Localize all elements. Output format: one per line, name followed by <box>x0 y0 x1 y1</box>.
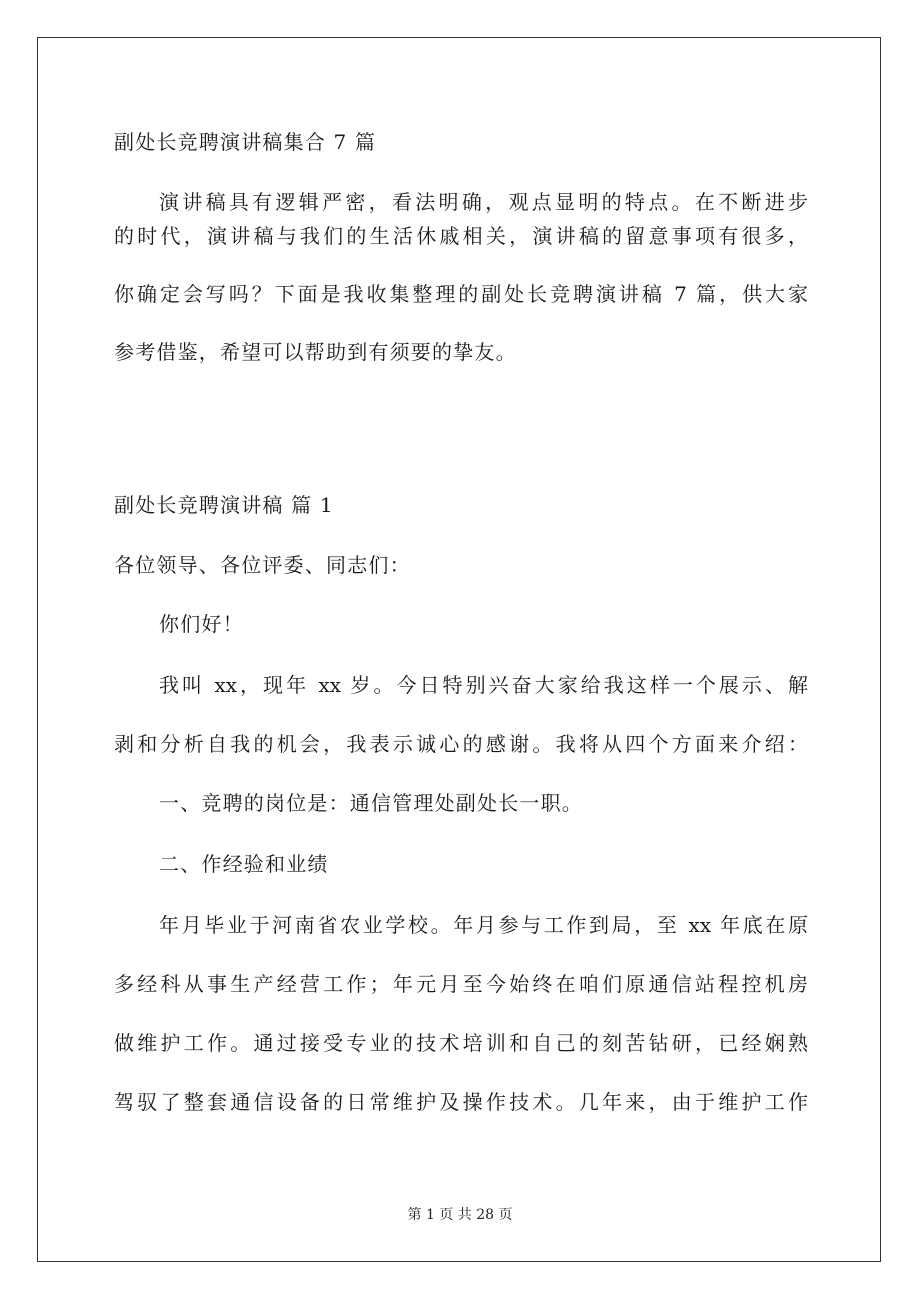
body-line: 我叫 xx，现年 xx 岁。今日特别兴奋大家给我这样一个展示、解 <box>159 673 808 697</box>
salutation: 各位领导、各位评委、同志们： <box>114 553 411 577</box>
section-heading: 副处长竞聘演讲稿 篇 1 <box>114 493 334 517</box>
greeting: 你们好！ <box>159 612 244 636</box>
intro-paragraph-line: 的时代，演讲稿与我们的生活休戚相关，演讲稿的留意事项有很多， <box>114 224 808 248</box>
body-line: 年月毕业于河南省农业学校。年月参与工作到局，至 xx 年底在原 <box>159 913 808 937</box>
page-border <box>37 37 881 1262</box>
body-line: 驾驭了整套通信设备的日常维护及操作技术。几年来，由于维护工作 <box>114 1090 808 1114</box>
page-indicator: 第 1 页 共 28 页 <box>407 1207 513 1223</box>
document-title: 副处长竞聘演讲稿集合 7 篇 <box>114 130 377 154</box>
intro-paragraph-line: 参考借鉴，希望可以帮助到有须要的挚友。 <box>114 340 517 364</box>
body-line: 二、作经验和业绩 <box>159 852 329 876</box>
intro-paragraph-line: 演讲稿具有逻辑严密，看法明确，观点显明的特点。在不断进步 <box>159 190 808 214</box>
intro-paragraph-line: 你确定会写吗？下面是我收集整理的副处长竞聘演讲稿 7 篇，供大家 <box>114 282 808 306</box>
body-line: 剥和分析自我的机会，我表示诚心的感谢。我将从四个方面来介绍： <box>114 732 808 756</box>
body-line: 做维护工作。通过接受专业的技术培训和自己的刻苦钻研，已经娴熟 <box>114 1031 808 1055</box>
body-line: 多经科从事生产经营工作；年元月至今始终在咱们原通信站程控机房 <box>114 972 808 996</box>
body-line: 一、竞聘的岗位是：通信管理处副处长一职。 <box>159 791 583 815</box>
